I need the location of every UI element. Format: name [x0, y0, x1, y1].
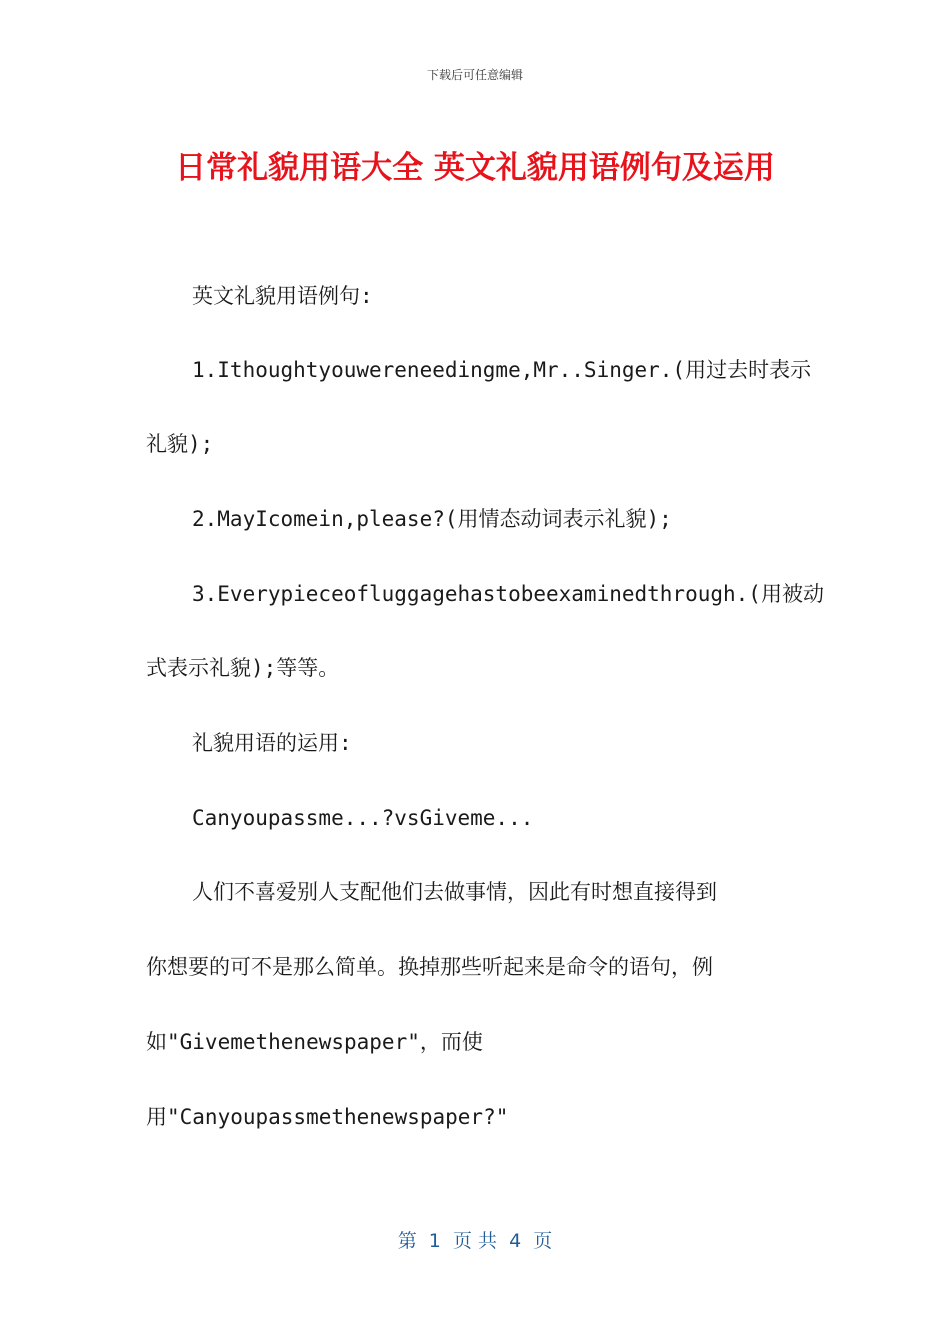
paragraph-line: 礼貌用语的运用: — [192, 731, 352, 755]
page-number-footer: 第 1 页 共 4 页 — [397, 1230, 553, 1252]
paragraph-line: Canyoupassme...?vsGiveme... — [192, 806, 534, 830]
paragraph-line: 英文礼貌用语例句: — [192, 284, 373, 308]
paragraph-line: 式表示礼貌);等等。 — [146, 656, 340, 680]
document-title: 日常礼貌用语大全 英文礼貌用语例句及运用 — [175, 150, 775, 186]
paragraph-line: 人们不喜爱别人支配他们去做事情，因此有时想直接得到 — [192, 880, 717, 904]
paragraph-line: 1.Ithoughtyouwereneedingme,Mr..Singer.(用过去时表示 — [192, 358, 812, 382]
paragraph-line: 用"Canyoupassmethenewspaper?" — [146, 1105, 509, 1129]
paragraph-line: 礼貌); — [146, 432, 214, 456]
paragraph-line: 3.Everypieceofluggagehastobeexaminedthrough.(用被动 — [192, 582, 824, 606]
download-note: 下载后可任意编辑 — [426, 68, 523, 82]
paragraph-line: 如"Givemethenewspaper"，而使 — [146, 1030, 483, 1054]
paragraph-line: 你想要的可不是那么简单。换掉那些听起来是命令的语句，例 — [146, 955, 713, 979]
paragraph-line: 2.MayIcomein,please?(用情态动词表示礼貌); — [192, 507, 672, 531]
